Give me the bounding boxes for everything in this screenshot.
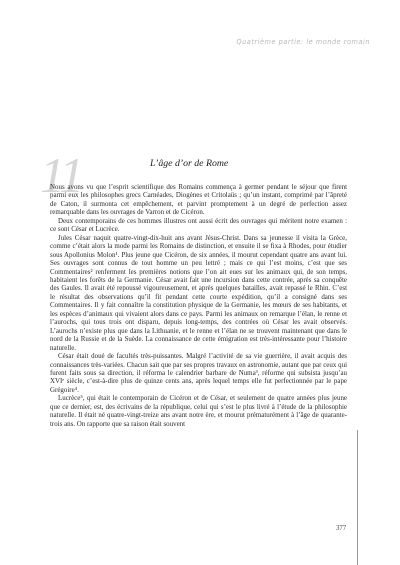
body-text — [50, 183, 347, 428]
chapter-title: L’âge d’or de Rome — [150, 158, 229, 169]
paragraph: Deux contemporains de ces hommes illustres ont aussi écrit des ouvrages qui méritent notre examen : ce sont César et Lucrèce. — [50, 216, 347, 234]
chapter-number: 11 — [40, 147, 83, 203]
margin-rule — [357, 430, 358, 565]
paragraph: César était doué de facultés très-puissantes. Malgré l’activité de sa vie guerrière, il avait acquis des connaissances très-variées. Chacun sait que par ses propres travaux en astronomie, autant que par ceux qui furent faits sous sa direction, il réforma le calendrier barbare de Numa³, réforme qui subsista jusqu’au XVIᵉ siècle, c’est-à-dire plus de quinze cents ans, après lequel temps elle fut perfectionnée par le pape Grégoire⁴. — [50, 352, 347, 394]
paragraph: Nous avons vu que l’esprit scientifique des Romains commença à germer pendant le séjour que firent parmi eux les philosophes grecs Carnéades, Diogènes et Critolaüs ; qu’un instant, comprimé par l’âpreté de Caton, il surmonta cet empêchement, et parvint promptement à un degré de perfection assez remarquable dans les ouvrages de Varron et de Cicéron. — [50, 183, 347, 217]
paragraph: Jules César naquit quatre-vingt-dix-huit ans avant Jésus-Christ. Dans sa jeunesse il visita la Grèce, comme c’était alors la mode parmi les Romains de distinction, et ensuite il se fixa à Rhodes, pour étudier sous Apollonius Molon¹. Plus jeune que Cicéron, de six années, il mourut cependant quatre ans avant lui. Ses ouvrages sont connus de tout homme un peu lettré ; mais ce qui l’est moins, c’est que ses Commentaires² renferment les premières notions que l’on ait eues sur les animaux qui, de son temps, habitaient les forêts de la Germanie. César avait fait une incursion dans cette contrée, après sa conquête des Gaules. Il avait été repoussé vigoureusement, et après quelques batailles, avait repassé le Rhin. C’est le résultat des observations qu’il fit pendant cette courte expédition, qu’il a consigné dans ses Commentaires. Il y fait connaître la constitution physique de la Germanie, les mœurs de ses habitants, et les espèces d’animaux qui vivaient alors dans ce pays. Parmi les animaux on remarque l’élan, le renne et l’aurochs, qui tous trois ont disparu, depuis long-temps, des contrées où César les avait observés. L’aurochs n’existe plus que dans la Lithuanie, et le renne et l’élan ne se trouvent maintenant que dans le nord de la Russie et de la Suède. La connaissance de cette émigration est très-intéressante pour l’histoire naturelle. — [50, 233, 347, 352]
page-number: 377 — [336, 525, 347, 532]
running-head: Quatrième partie: le monde romain — [236, 38, 370, 46]
paragraph: Lucrèce⁵, qui était le contemporain de Cicéron et de César, et seulement de quatre années plus jeune que ce dernier, est, des écrivains de la république, celui qui s’est le plus livré à l’étude de la philosophie naturelle. Il était né quatre-vingt-treize ans avant notre ère, et mourut prématurément à l’âge de quarante-trois ans. On rapporte que sa raison était souvent — [50, 394, 347, 428]
